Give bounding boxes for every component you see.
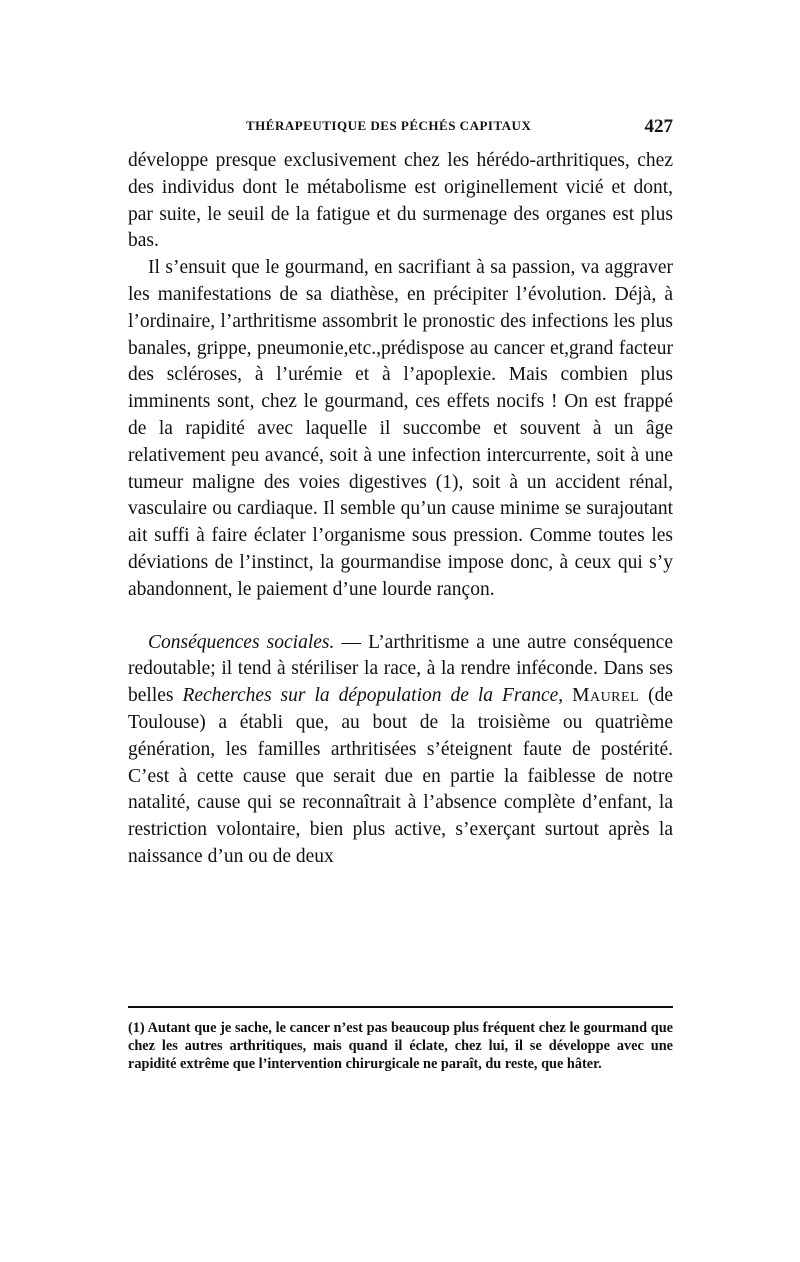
footnote: [128, 1019, 673, 1073]
paragraph-3-part-a: — L’arthritisme a une autre conséquence redoutable; il tend à stériliser la race, à la rendre inféconde. Dans ses belles: [128, 631, 673, 707]
paragraph-1: développe presque exclusivement chez les hérédo-arthritiques, chez des individus dont le métabolisme est originellement vicié et dont, par suite, le seuil de la fatigue et du surmenage des organes est plus bas.: [128, 150, 673, 252]
footnote-rule: [128, 1006, 673, 1008]
running-title: THÉRAPEUTIQUE DES PÉCHÉS CAPITAUX: [246, 118, 532, 133]
footnote-text: Autant que je sache, le cancer n’est pas beaucoup plus fréquent chez le gourmand que chez les autres arthritiques, mais quand il éclate, chez lui, il se développe avec une rapidité extrême que l’intervention chirurgicale ne paraît, du reste, que hâter.: [128, 1020, 673, 1072]
section-heading: Conséquences sociales.: [148, 631, 335, 653]
paragraph-3: [128, 630, 673, 871]
page-number: 427: [644, 116, 673, 137]
paragraph-2: Il s’ensuit que le gourmand, en sacrifiant à sa passion, va aggraver les manifestations de sa diathèse, en précipiter l’évolution. Déjà, à l’ordinaire, l’arthritisme assombrit le pronostic des infections les plus banales, grippe, pneumonie,etc.,prédispose au cancer et,grand facteur des scléroses, à l’urémie et à l’apoplexie. Mais combien plus imminents sont, chez le gourmand, ces effets nocifs ! On est frappé de la rapidité avec laquelle il succombe et souvent à un âge relativement peu avancé, soit à une infection intercurrente, soit à une tumeur maligne des voies digestives (1), soit à un accident rénal, vasculaire ou cardiaque. Il semble qu’un cause minime se surajoutant ait suffi à faire éclater l’organisme sous pression. Comme toutes les déviations de l’instinct, la gourmandise impose donc, à ceux qui s’y abandonnent, le paiement d’une lourde rançon.: [128, 257, 673, 600]
author-name: Maurel: [572, 685, 640, 707]
footnote-marker: (1): [128, 1020, 145, 1036]
running-head: [128, 118, 673, 140]
body-text: [128, 148, 673, 871]
paragraph-3-part-c: (de Toulouse) a établi que, au bout de la troisième ou quatrième génération, les familles arthritisées s’éteignent faute de postérité. C’est à cette cause que serait due en partie la faiblesse de notre natalité, cause qui se reconnaîtrait à l’absence complète d’enfant, la restriction volontaire, bien plus active, s’exerçant surtout après la naissance d’un ou de deux: [128, 685, 674, 867]
paragraph-3-part-b: ,: [558, 685, 573, 707]
book-title: Recherches sur la dépopulation de la France: [182, 685, 559, 707]
